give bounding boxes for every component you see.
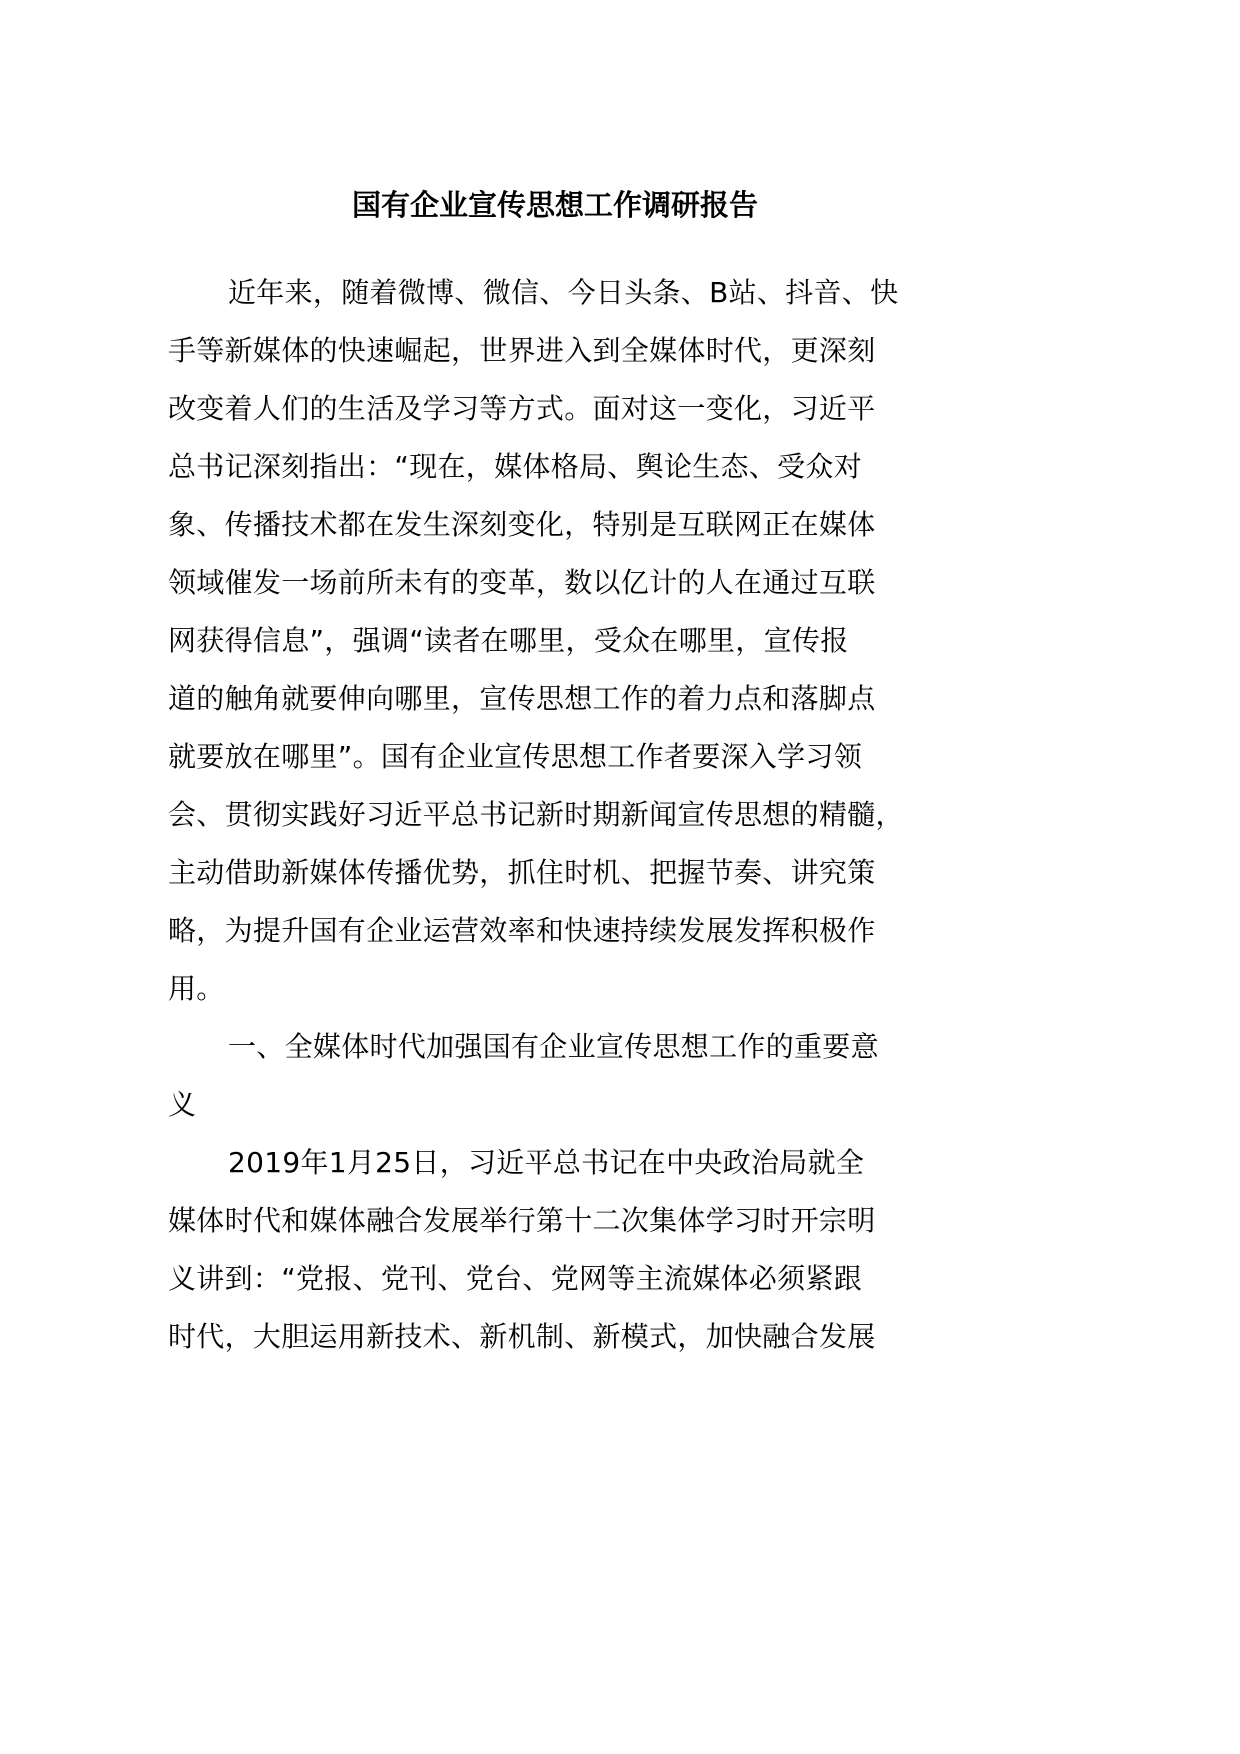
paragraph-line: 近年来，随着微博、微信、今日头条、B站、抖音、快 [228, 276, 899, 309]
paragraph-line: 时代，大胆运用新技术、新机制、新模式，加快融合发展 [168, 1320, 876, 1353]
paragraph-line: 主动借助新媒体传播优势，抓住时机、把握节奏、讲究策 [168, 856, 876, 889]
paragraph-line: 改变着人们的生活及学习等方式。面对这一变化，习近平 [168, 392, 876, 425]
section-heading-line: 义 [168, 1088, 197, 1121]
paragraph-line: 象、传播技术都在发生深刻变化，特别是互联网正在媒体 [168, 508, 876, 541]
document-body [168, 264, 958, 1366]
paragraph-line: 就要放在哪里”。国有企业宣传思想工作者要深入学习领 [168, 740, 863, 773]
paragraph-line: 2019年1月25日，习近平总书记在中央政治局就全 [228, 1146, 865, 1179]
paragraph-line: 手等新媒体的快速崛起，世界进入到全媒体时代，更深刻 [168, 334, 876, 367]
section-heading-line: 一、全媒体时代加强国有企业宣传思想工作的重要意 [228, 1030, 879, 1063]
paragraph-line: 道的触角就要伸向哪里，宣传思想工作的着力点和落脚点 [168, 682, 876, 715]
paragraph-line: 义讲到：“党报、党刊、党台、党网等主流媒体必须紧跟 [168, 1262, 863, 1295]
paragraph-line: 领域催发一场前所未有的变革，数以亿计的人在通过互联 [168, 566, 876, 599]
paragraph-line: 网获得信息”，强调“读者在哪里，受众在哪里，宣传报 [168, 624, 849, 657]
paragraph-line: 总书记深刻指出：“现在，媒体格局、舆论生态、受众对 [168, 450, 863, 483]
paragraph-line: 略，为提升国有企业运营效率和快速持续发展发挥积极作 [168, 914, 876, 947]
document-title: 国有企业宣传思想工作调研报告 [351, 188, 758, 222]
paragraph-line: 媒体时代和媒体融合发展举行第十二次集体学习时开宗明 [168, 1204, 876, 1237]
paragraph-line: 用。 [168, 972, 225, 1005]
paragraph-line: 会、贯彻实践好习近平总书记新时期新闻宣传思想的精髓， [168, 798, 904, 831]
